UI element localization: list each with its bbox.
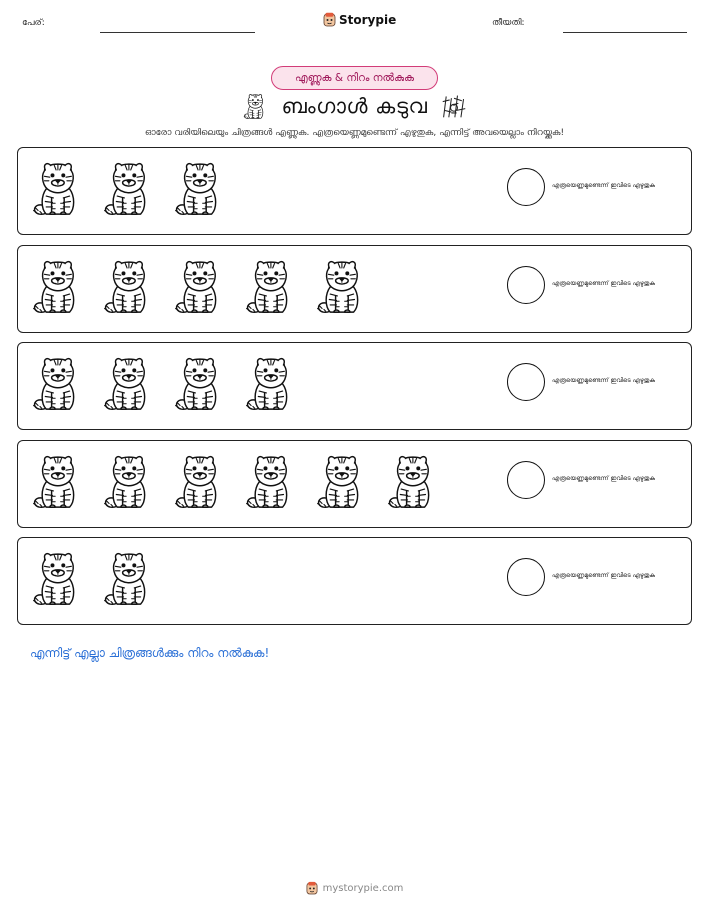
tiger-icon[interactable] bbox=[385, 451, 439, 511]
storypie-logo-icon bbox=[323, 12, 336, 27]
title-row bbox=[0, 90, 709, 122]
tiger-icon[interactable] bbox=[172, 353, 226, 413]
name-write-line[interactable] bbox=[100, 32, 255, 33]
tiger-icon[interactable] bbox=[30, 451, 84, 511]
tiger-icon[interactable] bbox=[101, 451, 155, 511]
tiger-icon[interactable] bbox=[30, 158, 84, 218]
tiger-forest-icon bbox=[441, 92, 467, 120]
answer-circle[interactable] bbox=[507, 558, 545, 596]
answer-prompt: എത്രയെണ്ണമുണ്ടെന്ന് ഇവിടെ എഴുതുക bbox=[552, 377, 655, 384]
tiger-icon[interactable] bbox=[101, 256, 155, 316]
answer-circle[interactable] bbox=[507, 363, 545, 401]
tiger-icon[interactable] bbox=[101, 353, 155, 413]
answer-circle[interactable] bbox=[507, 266, 545, 304]
count-row-5 bbox=[17, 537, 692, 625]
tiger-icon[interactable] bbox=[101, 158, 155, 218]
tiger-icon[interactable] bbox=[30, 353, 84, 413]
page-title: ബംഗാൾ കടുവ bbox=[281, 93, 428, 118]
count-row-3 bbox=[17, 342, 692, 430]
answer-prompt: എത്രയെണ്ണമുണ്ടെന്ന് ഇവിടെ എഴുതുക bbox=[552, 475, 655, 482]
activity-badge bbox=[271, 66, 438, 90]
instructions: ഓരോ വരിയിലെയും ചിത്രങ്ങൾ എണ്ണുക. എത്രയെണ്ണമുണ്ടെന്ന് എഴുതുക, എന്നിട്ട് അവയെല്ലാം നിറയ്ക്കുക! bbox=[144, 128, 565, 138]
tiger-icon[interactable] bbox=[314, 451, 368, 511]
date-write-line[interactable] bbox=[563, 32, 687, 33]
tiger-icon[interactable] bbox=[172, 256, 226, 316]
date-label: തീയതി: bbox=[492, 18, 525, 28]
answer-circle[interactable] bbox=[507, 461, 545, 499]
count-row-4 bbox=[17, 440, 692, 528]
tiger-group bbox=[30, 353, 297, 413]
answer-prompt: എത്രയെണ്ണമുണ്ടെന്ന് ഇവിടെ എഴുതുക bbox=[552, 280, 655, 287]
count-row-1 bbox=[17, 147, 692, 235]
tiger-icon[interactable] bbox=[172, 451, 226, 511]
coloring-note: എന്നിട്ട് എല്ലാ ചിത്രങ്ങൾക്കും നിറം നൽകുക! bbox=[30, 646, 270, 660]
site-url[interactable]: mystorypie.com bbox=[322, 882, 404, 894]
brand bbox=[323, 12, 396, 27]
site-footer bbox=[0, 881, 709, 895]
tiger-icon[interactable] bbox=[243, 451, 297, 511]
tiger-icon[interactable] bbox=[243, 353, 297, 413]
worksheet-header bbox=[0, 0, 709, 40]
tiger-icon[interactable] bbox=[243, 256, 297, 316]
tiger-icon[interactable] bbox=[101, 548, 155, 608]
storypie-logo-icon bbox=[306, 881, 318, 895]
tiger-icon[interactable] bbox=[30, 548, 84, 608]
tiger-icon[interactable] bbox=[172, 158, 226, 218]
tiger-icon[interactable] bbox=[30, 256, 84, 316]
brand-name: Storypie bbox=[339, 12, 397, 27]
count-row-2 bbox=[17, 245, 692, 333]
name-label: പേര്: bbox=[22, 18, 45, 28]
tiger-group bbox=[30, 548, 155, 608]
tiger-icon[interactable] bbox=[314, 256, 368, 316]
activity-badge-text: എണ്ണുക & നിറം നൽകുക bbox=[294, 71, 415, 84]
answer-circle[interactable] bbox=[507, 168, 545, 206]
tiger-group bbox=[30, 256, 368, 316]
answer-prompt: എത്രയെണ്ണമുണ്ടെന്ന് ഇവിടെ എഴുതുക bbox=[552, 182, 655, 189]
tiger-group bbox=[30, 451, 439, 511]
answer-prompt: എത്രയെണ്ണമുണ്ടെന്ന് ഇവിടെ എഴുതുക bbox=[552, 572, 655, 579]
tiger-icon bbox=[242, 92, 268, 120]
tiger-group bbox=[30, 158, 226, 218]
